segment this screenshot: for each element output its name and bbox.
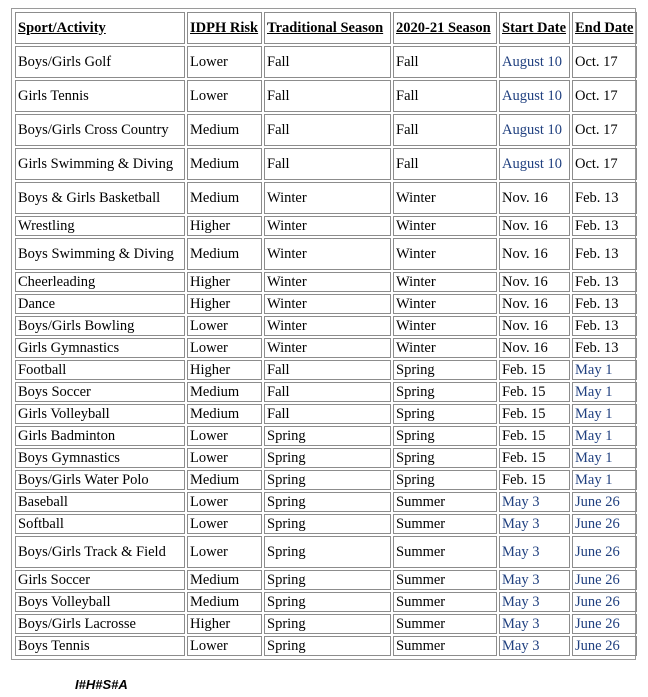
cell-start-date: August 10 (499, 46, 570, 78)
cell-2020-21-season: Winter (393, 238, 497, 270)
cell-end-date: Feb. 13 (572, 182, 637, 214)
cell-2020-21-season: Summer (393, 592, 497, 612)
cell-start-date: Nov. 16 (499, 272, 570, 292)
cell-risk: Medium (187, 592, 262, 612)
cell-risk: Medium (187, 404, 262, 424)
cell-risk: Medium (187, 148, 262, 180)
cell-2020-21-season: Spring (393, 382, 497, 402)
cell-2020-21-season: Fall (393, 46, 497, 78)
cell-risk: Lower (187, 80, 262, 112)
cell-risk: Lower (187, 536, 262, 568)
cell-traditional-season: Fall (264, 404, 391, 424)
table-row (15, 592, 637, 612)
cell-start-date: May 3 (499, 636, 570, 656)
cell-risk: Higher (187, 614, 262, 634)
cell-start-date: Feb. 15 (499, 404, 570, 424)
col-header-start-date: Start Date (499, 12, 570, 44)
cell-sport: Boys Tennis (15, 636, 185, 656)
cell-sport: Girls Soccer (15, 570, 185, 590)
table-row (15, 46, 637, 78)
cell-traditional-season: Winter (264, 316, 391, 336)
cell-sport: Dance (15, 294, 185, 314)
cell-2020-21-season: Winter (393, 182, 497, 214)
cell-sport: Boys/Girls Cross Country (15, 114, 185, 146)
cell-risk: Lower (187, 492, 262, 512)
cell-end-date: Oct. 17 (572, 148, 637, 180)
cell-risk: Lower (187, 426, 262, 446)
cell-risk: Higher (187, 272, 262, 292)
cell-end-date: Feb. 13 (572, 216, 637, 236)
cell-sport: Boys Gymnastics (15, 448, 185, 468)
table-row (15, 238, 637, 270)
cell-2020-21-season: Fall (393, 114, 497, 146)
col-header-risk: IDPH Risk (187, 12, 262, 44)
cell-end-date: May 1 (572, 470, 637, 490)
col-header-end-date: End Date (572, 12, 637, 44)
cell-traditional-season: Winter (264, 238, 391, 270)
cell-2020-21-season: Summer (393, 614, 497, 634)
cell-2020-21-season: Spring (393, 404, 497, 424)
cell-risk: Medium (187, 570, 262, 590)
cell-traditional-season: Winter (264, 338, 391, 358)
cell-start-date: Nov. 16 (499, 294, 570, 314)
cell-end-date: Oct. 17 (572, 46, 637, 78)
cell-end-date: June 26 (572, 592, 637, 612)
cell-sport: Boys & Girls Basketball (15, 182, 185, 214)
cell-end-date: Feb. 13 (572, 316, 637, 336)
cell-start-date: May 3 (499, 492, 570, 512)
cell-2020-21-season: Summer (393, 570, 497, 590)
table-row (15, 80, 637, 112)
table-row (15, 216, 637, 236)
cell-sport: Boys/Girls Water Polo (15, 470, 185, 490)
cell-risk: Medium (187, 382, 262, 402)
cell-start-date: Nov. 16 (499, 238, 570, 270)
cell-2020-21-season: Winter (393, 294, 497, 314)
cell-traditional-season: Spring (264, 514, 391, 534)
cell-start-date: Nov. 16 (499, 182, 570, 214)
cell-sport: Boys/Girls Track & Field (15, 536, 185, 568)
cell-risk: Lower (187, 514, 262, 534)
cell-end-date: May 1 (572, 382, 637, 402)
cell-start-date: May 3 (499, 536, 570, 568)
cell-traditional-season: Spring (264, 536, 391, 568)
table-row (15, 448, 637, 468)
cell-start-date: May 3 (499, 514, 570, 534)
cell-risk: Medium (187, 182, 262, 214)
col-header-traditional-season: Traditional Season (264, 12, 391, 44)
cell-start-date: Nov. 16 (499, 216, 570, 236)
table-row (15, 570, 637, 590)
table-row (15, 182, 637, 214)
table-row (15, 514, 637, 534)
cell-end-date: Feb. 13 (572, 272, 637, 292)
cell-2020-21-season: Summer (393, 514, 497, 534)
cell-sport: Boys Volleyball (15, 592, 185, 612)
cell-traditional-season: Winter (264, 182, 391, 214)
cell-end-date: June 26 (572, 492, 637, 512)
cell-2020-21-season: Winter (393, 216, 497, 236)
table-row (15, 536, 637, 568)
cell-sport: Boys Swimming & Diving (15, 238, 185, 270)
cell-2020-21-season: Winter (393, 316, 497, 336)
cell-start-date: August 10 (499, 148, 570, 180)
cell-2020-21-season: Spring (393, 360, 497, 380)
cell-traditional-season: Fall (264, 382, 391, 402)
cell-sport: Wrestling (15, 216, 185, 236)
cell-traditional-season: Spring (264, 470, 391, 490)
cell-traditional-season: Fall (264, 46, 391, 78)
cell-risk: Higher (187, 360, 262, 380)
cell-sport: Girls Badminton (15, 426, 185, 446)
cell-start-date: May 3 (499, 570, 570, 590)
cell-sport: Cheerleading (15, 272, 185, 292)
cell-risk: Higher (187, 216, 262, 236)
cell-risk: Lower (187, 316, 262, 336)
cell-sport: Softball (15, 514, 185, 534)
cell-traditional-season: Spring (264, 492, 391, 512)
table-row (15, 614, 637, 634)
cell-traditional-season: Winter (264, 294, 391, 314)
cell-start-date: August 10 (499, 114, 570, 146)
cell-traditional-season: Fall (264, 80, 391, 112)
footer-mark: I#H#S#A (75, 677, 128, 692)
cell-traditional-season: Winter (264, 216, 391, 236)
cell-traditional-season: Spring (264, 592, 391, 612)
cell-end-date: Oct. 17 (572, 80, 637, 112)
cell-sport: Boys/Girls Lacrosse (15, 614, 185, 634)
table-row (15, 294, 637, 314)
cell-end-date: May 1 (572, 426, 637, 446)
cell-end-date: Feb. 13 (572, 238, 637, 270)
cell-sport: Football (15, 360, 185, 380)
cell-2020-21-season: Spring (393, 426, 497, 446)
cell-traditional-season: Fall (264, 360, 391, 380)
cell-sport: Girls Tennis (15, 80, 185, 112)
cell-end-date: May 1 (572, 360, 637, 380)
cell-risk: Medium (187, 114, 262, 146)
cell-start-date: Feb. 15 (499, 426, 570, 446)
cell-start-date: Feb. 15 (499, 360, 570, 380)
cell-end-date: June 26 (572, 614, 637, 634)
cell-end-date: June 26 (572, 514, 637, 534)
cell-sport: Girls Swimming & Diving (15, 148, 185, 180)
cell-2020-21-season: Spring (393, 470, 497, 490)
cell-2020-21-season: Summer (393, 536, 497, 568)
cell-start-date: Nov. 16 (499, 316, 570, 336)
cell-sport: Baseball (15, 492, 185, 512)
table-row (15, 338, 637, 358)
table-row (15, 492, 637, 512)
cell-end-date: Feb. 13 (572, 338, 637, 358)
cell-traditional-season: Spring (264, 570, 391, 590)
cell-start-date: Feb. 15 (499, 382, 570, 402)
cell-risk: Lower (187, 46, 262, 78)
cell-risk: Higher (187, 294, 262, 314)
cell-end-date: June 26 (572, 636, 637, 656)
cell-risk: Medium (187, 238, 262, 270)
cell-sport: Boys/Girls Golf (15, 46, 185, 78)
table-row (15, 470, 637, 490)
cell-end-date: Feb. 13 (572, 294, 637, 314)
cell-2020-21-season: Winter (393, 338, 497, 358)
cell-sport: Boys/Girls Bowling (15, 316, 185, 336)
cell-traditional-season: Spring (264, 636, 391, 656)
cell-start-date: Feb. 15 (499, 470, 570, 490)
table-row (15, 426, 637, 446)
cell-traditional-season: Spring (264, 426, 391, 446)
cell-2020-21-season: Fall (393, 80, 497, 112)
cell-traditional-season: Spring (264, 448, 391, 468)
table-row (15, 272, 637, 292)
header-row (15, 12, 637, 44)
cell-start-date: May 3 (499, 592, 570, 612)
cell-end-date: Oct. 17 (572, 114, 637, 146)
cell-end-date: May 1 (572, 404, 637, 424)
schedule-table-frame (11, 8, 636, 660)
cell-traditional-season: Fall (264, 114, 391, 146)
cell-2020-21-season: Summer (393, 636, 497, 656)
table-row (15, 148, 637, 180)
table-row (15, 382, 637, 402)
col-header-2020-21-season: 2020-21 Season (393, 12, 497, 44)
cell-2020-21-season: Summer (393, 492, 497, 512)
cell-2020-21-season: Winter (393, 272, 497, 292)
cell-risk: Medium (187, 470, 262, 490)
cell-traditional-season: Winter (264, 272, 391, 292)
cell-sport: Girls Gymnastics (15, 338, 185, 358)
cell-start-date: Feb. 15 (499, 448, 570, 468)
table-row (15, 114, 637, 146)
cell-start-date: August 10 (499, 80, 570, 112)
cell-risk: Lower (187, 636, 262, 656)
cell-traditional-season: Fall (264, 148, 391, 180)
cell-start-date: May 3 (499, 614, 570, 634)
col-header-sport: Sport/Activity (15, 12, 185, 44)
table-row (15, 404, 637, 424)
sports-schedule-table (13, 10, 639, 658)
cell-traditional-season: Spring (264, 614, 391, 634)
cell-end-date: June 26 (572, 570, 637, 590)
table-row (15, 316, 637, 336)
cell-risk: Lower (187, 338, 262, 358)
cell-2020-21-season: Spring (393, 448, 497, 468)
table-row (15, 360, 637, 380)
cell-end-date: June 26 (572, 536, 637, 568)
table-row (15, 636, 637, 656)
cell-end-date: May 1 (572, 448, 637, 468)
cell-2020-21-season: Fall (393, 148, 497, 180)
cell-risk: Lower (187, 448, 262, 468)
cell-sport: Boys Soccer (15, 382, 185, 402)
cell-start-date: Nov. 16 (499, 338, 570, 358)
cell-sport: Girls Volleyball (15, 404, 185, 424)
